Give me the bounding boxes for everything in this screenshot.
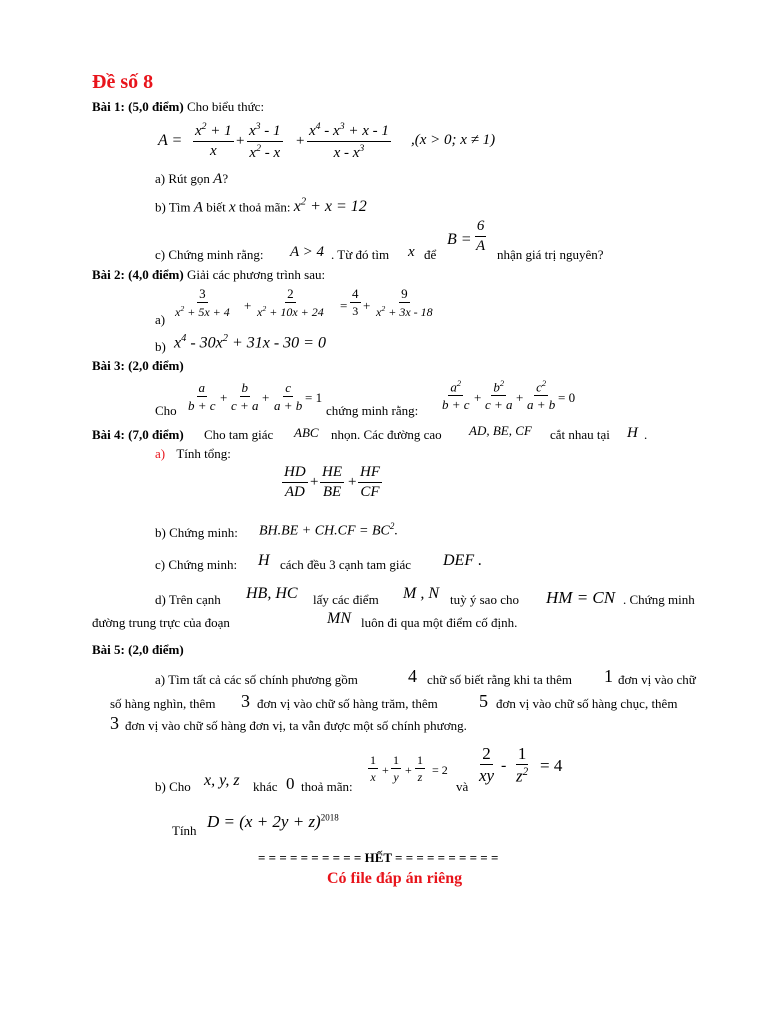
math-3: 3 (110, 713, 119, 733)
plus-sign: + (405, 763, 412, 777)
denominator: a + b (274, 398, 303, 413)
math-5: 5 (479, 691, 488, 711)
plus-sign: + (348, 474, 357, 490)
denominator: A (476, 238, 486, 254)
end-marker: = = = = = = = = = = HẾT = = = = = = = = = = (258, 850, 499, 865)
plus-sign: + (220, 390, 228, 405)
fraction (415, 754, 425, 783)
fraction (307, 122, 391, 161)
bai5-b-text4: và (456, 779, 469, 794)
bai4-intro4: . (644, 427, 648, 442)
numerator: a (198, 380, 206, 395)
math-identity: $BH.BE + CH.CF = BC^2$. (259, 521, 398, 539)
bai4-a-text: Tính tổng: (176, 446, 231, 461)
fraction (193, 122, 234, 159)
denominator: $x^2 + 3x - 18$ (376, 304, 433, 319)
bai5-a-text6: đơn vị vào chữ số hàng chục, thêm (496, 696, 678, 711)
bai5-a-text3: đơn vị vào chữ (618, 672, 696, 687)
bai2-line (92, 268, 325, 281)
plus-sign: + (516, 390, 524, 405)
bai5-a-text2: chữ số biết rằng khi ta thêm (427, 672, 572, 687)
math-ineq: A > 4 (290, 244, 325, 260)
math-ABC: ABC (294, 425, 319, 440)
fraction (247, 122, 283, 161)
math-M-N: M , N (403, 585, 439, 602)
numerator: $c^2$ (536, 378, 547, 395)
numerator: 1 (393, 753, 399, 767)
numerator: 4 (352, 286, 359, 301)
bai1-a-text: a) Rút gọn (155, 171, 210, 186)
math-H: H (627, 425, 638, 441)
math-A-equals: A = (158, 132, 183, 149)
math-B-equals: B = (447, 231, 472, 248)
math-MN: MN (327, 610, 351, 627)
answer-file-note: Có file đáp án riêng (327, 870, 463, 887)
bai1-intro: Cho biểu thức: (186, 99, 265, 114)
bai5-heading: Bài 5: (2,0 điểm) (92, 642, 184, 657)
fraction (440, 379, 472, 411)
equals-sign: = (340, 298, 348, 313)
bai5-b-text2: khác (253, 779, 278, 794)
plus-sign: + (296, 133, 305, 149)
numerator: 9 (401, 286, 408, 301)
numerator: $a^2$ (450, 378, 462, 395)
page-title: Đề số 8 (92, 71, 154, 93)
fraction (320, 465, 344, 500)
bai1-heading: Bài 1: (5,0 điểm) (92, 99, 184, 114)
numerator: $x^3 - 1$ (247, 122, 283, 142)
bai2-a-label: a) (155, 312, 166, 327)
fraction (272, 381, 304, 412)
bai3-cho: Cho (155, 403, 177, 418)
fraction (173, 287, 232, 318)
fraction (282, 465, 308, 500)
numerator: HE (320, 465, 344, 483)
math-0: 0 (286, 774, 295, 793)
bai5-a-text4: số hàng nghìn, thêm (110, 696, 216, 711)
bai5-a-text1: a) Tìm tất cả các số chính phương gồm (155, 672, 358, 687)
denominator: c + a (485, 397, 513, 413)
math-D-expression: $D = (x + 2y + z)^{2018}$ (207, 812, 339, 831)
denominator: AD (284, 484, 305, 500)
bai4-a (155, 447, 231, 460)
bai1-c-text1: c) Chứng minh rằng: (155, 247, 264, 262)
bai4-intro1: Cho tam giác (204, 427, 274, 442)
numerator: $b^2$ (493, 378, 505, 395)
math-3: 3 (241, 691, 250, 711)
bai4-d-text4: . Chứng minh (623, 592, 695, 607)
numerator: c (285, 380, 292, 395)
denominator: b + c (442, 397, 470, 413)
equals-one: = 1 (305, 390, 323, 405)
math-A: A (193, 199, 203, 216)
denominator: a + b (527, 397, 556, 413)
bai1-b-text1: b) Tìm (155, 199, 191, 215)
math-HM-CN: HM = CN (546, 588, 616, 607)
minus-sign: - (501, 757, 507, 774)
denominator: xy (479, 766, 495, 785)
fraction (474, 219, 487, 254)
bai1-a (155, 172, 228, 187)
numerator: $x^2 + 1$ (193, 122, 234, 142)
fraction (255, 287, 326, 318)
plus-sign: + (363, 298, 371, 313)
bai2-intro: Giải các phương trình sau: (186, 267, 326, 282)
fraction (374, 287, 435, 318)
math-xyz: x, y, z (204, 772, 240, 789)
fraction (368, 754, 378, 783)
numerator: 1 (517, 744, 527, 763)
bai4-d-text3: tuỳ ý sao cho (450, 592, 519, 607)
bai1-b-text2: biết (206, 199, 226, 215)
bai1-b (155, 198, 367, 215)
bai3-cm: chứng minh rằng: (326, 403, 419, 418)
bai1-c-text2: . Từ đó tìm (331, 247, 390, 262)
question-mark: ? (222, 171, 229, 186)
bai4-heading: Bài 4: (7,0 điểm) (92, 427, 184, 442)
numerator: HD (282, 465, 308, 483)
denominator: z (417, 770, 423, 784)
denominator: c + a (231, 398, 259, 413)
bai5-tinh-text: Tính (172, 823, 197, 838)
numerator: $x^4 - x^3 + x - 1$ (307, 122, 391, 142)
math-H: H (258, 552, 270, 569)
numerator: 2 (287, 286, 294, 301)
numerator: 6 (475, 219, 487, 237)
denominator: y (393, 770, 399, 784)
denominator: CF (360, 484, 380, 500)
bai3-heading: Bài 3: (2,0 điểm) (92, 358, 184, 373)
plus-sign: + (382, 763, 389, 777)
bai4-d-text2: lấy các điểm (313, 592, 379, 607)
math-equation: $x^2 + x = 12$ (293, 197, 367, 216)
plus-sign: + (244, 298, 252, 313)
bai1-c-text3: để (424, 247, 437, 262)
bai4-c-text2: cách đều 3 cạnh tam giác (280, 557, 412, 572)
bai4-a-label: a) (155, 446, 166, 461)
denominator: x (370, 770, 376, 784)
math-equation: $x^4 - 30x^2 + 31x - 30 = 0$ (174, 333, 326, 352)
denominator: $x^2$ - x (249, 143, 281, 161)
numerator: 1 (370, 753, 376, 767)
math-1: 1 (604, 666, 613, 686)
math-x: x (228, 199, 236, 216)
numerator: 3 (199, 286, 206, 301)
bai4-intro2: nhọn. Các đường cao (331, 427, 442, 442)
plus-sign: + (262, 390, 270, 405)
equals-two: = 2 (432, 763, 448, 777)
plus-sign: + (236, 133, 245, 149)
math-condition: ,(x > 0; x ≠ 1) (411, 132, 496, 148)
fraction (186, 381, 218, 412)
denominator: b + c (188, 398, 216, 413)
bai4-d-text6: luôn đi qua một điểm cố định. (361, 615, 518, 630)
plus-sign: + (310, 474, 319, 490)
bai4-c-text1: c) Chứng minh: (155, 557, 238, 572)
bai1-c-text4: nhận giá trị nguyên? (497, 247, 604, 262)
bai4-d-text1: d) Trên cạnh (155, 592, 221, 607)
fraction (477, 745, 496, 784)
fraction (514, 745, 530, 785)
bai5-b-text1: b) Cho (155, 779, 191, 794)
bai2-heading: Bài 2: (4,0 điểm) (92, 267, 184, 282)
denominator: x - $x^3$ (333, 143, 365, 161)
bai5-a-text7: đơn vị vào chữ số hàng đơn vị, ta vẫn được một số chính phương. (125, 718, 467, 733)
plus-sign: + (474, 390, 482, 405)
numerator: HF (358, 465, 382, 483)
bai1-line (92, 100, 264, 113)
numerator: b (241, 380, 249, 395)
math-DEF: DEF . (443, 552, 483, 569)
fraction (358, 465, 382, 500)
denominator: $x^2 + 10x + 24$ (257, 304, 324, 319)
denominator: 3 (352, 304, 359, 318)
bai4-b-text: b) Chứng minh: (155, 525, 238, 540)
denominator: x (210, 143, 217, 159)
numerator: 1 (417, 753, 423, 767)
numerator: 2 (482, 744, 491, 763)
equals-zero: = 0 (558, 390, 576, 405)
fraction (525, 379, 557, 411)
fraction (350, 287, 361, 317)
denominator: $x^2 + 5x + 4$ (175, 304, 230, 319)
fraction (391, 754, 401, 783)
math-x: x (408, 244, 415, 260)
bai2-b-label: b) (155, 339, 166, 354)
bai4-d-text5: đường trung trực của đoạn (92, 615, 230, 630)
bai5-a-text5: đơn vị vào chữ số hàng trăm, thêm (257, 696, 438, 711)
math-4: 4 (408, 666, 417, 686)
math-altitudes: AD, BE, CF (469, 423, 532, 438)
math-HB-HC: HB, HC (246, 585, 298, 602)
denominator: $z^2$ (516, 766, 529, 786)
denominator: BE (322, 484, 342, 500)
equals-four: = 4 (540, 756, 563, 775)
bai5-b-text3: thoả mãn: (301, 779, 353, 794)
math-A: A (213, 171, 223, 187)
bai1-b-text3: thoả mãn: (238, 199, 291, 215)
fraction (229, 381, 261, 412)
bai4-intro3: cắt nhau tại (550, 427, 610, 442)
fraction (483, 379, 515, 411)
